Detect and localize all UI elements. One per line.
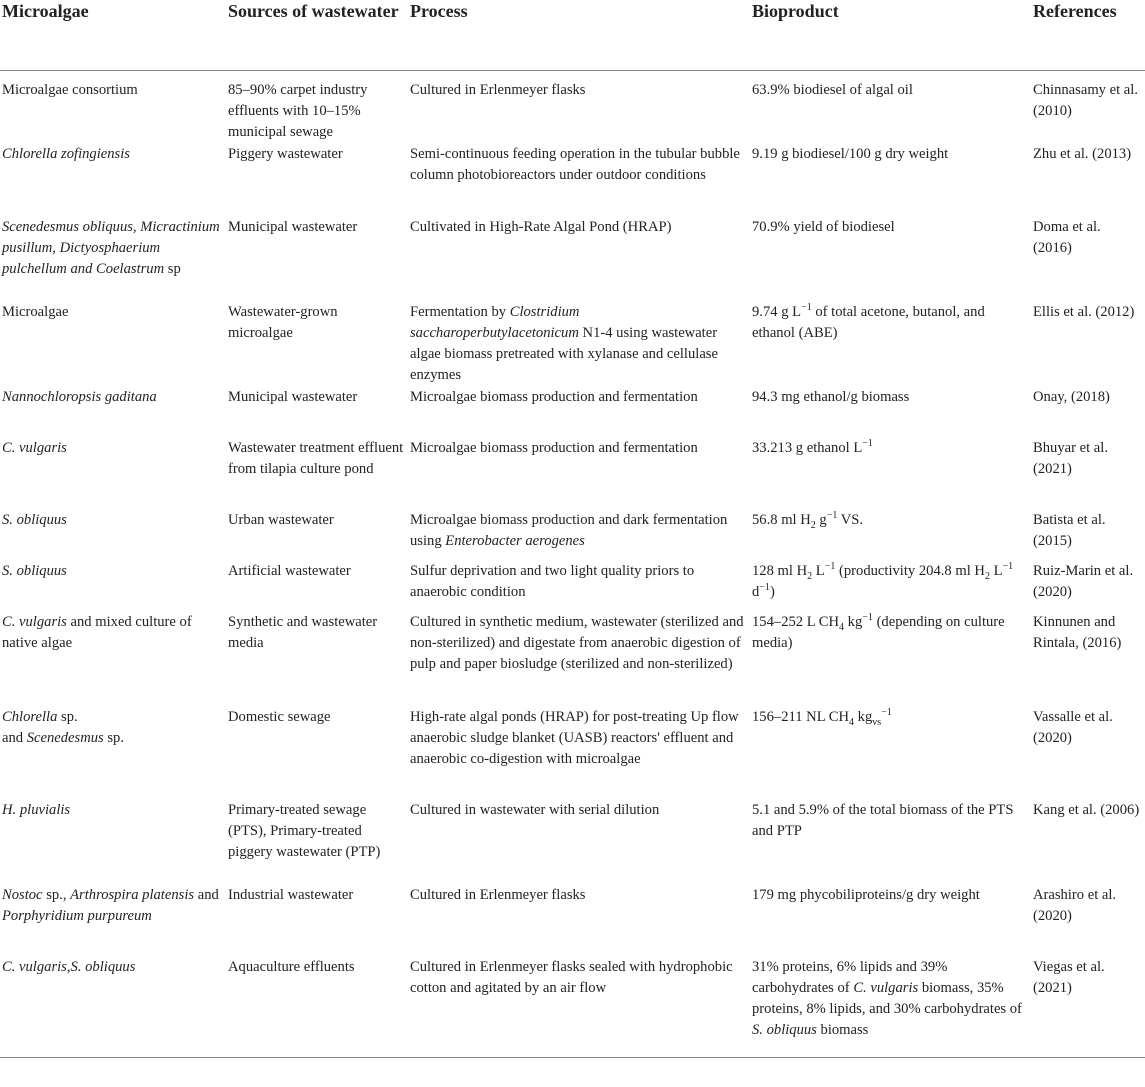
species-name: Scenedesmus [26,729,104,746]
species-name: Nostoc [2,886,43,903]
species-name: C. vulgaris [2,613,67,630]
cell-source: Synthetic and wastewater media [228,613,378,651]
table-row [0,437,1145,509]
cell-microalgae [0,437,226,509]
cell-microalgae [0,216,226,301]
table-row [0,799,1145,884]
cell-process: Semi-continuous feeding operation in the tubular bubble column photobioreactors under outdoor conditions [410,145,740,183]
superscript: −1 [759,581,770,593]
cell-bioproduct: 70.9% yield of biodiesel [752,218,895,235]
text-run: , [66,958,71,975]
cell-bioproduct: 63.9% biodiesel of algal oil [752,81,913,98]
cell-reference: Doma et al. (2016) [1033,218,1101,256]
cell-source: Artificial wastewater [228,562,351,579]
cell-source: Municipal wastewater [228,218,358,235]
cell-source: Industrial wastewater [228,886,354,903]
text-run: 156–211 NL CH [752,708,850,725]
species-name: S. obliquus [2,511,67,528]
superscript: −1 [801,301,812,313]
text-run: sp., [42,886,71,903]
cell-source: Domestic sewage [228,708,331,725]
cell-bioproduct [750,706,1031,799]
text-run: VS. [837,511,864,528]
cell-process: Cultivated in High-Rate Algal Pond (HRAP) [410,218,672,235]
species-name: Scenedesmus obliquus, Micractinium pusillum, Dictyosphaerium pulchellum and Coelastrum [2,218,220,277]
cell-process: Cultured in synthetic medium, wastewater (sterilized and non-sterilized) and digestate from anaerobic digestion of pulp and paper biosludge (sterilized and non-sterilized) [410,613,744,672]
cell-microalgae [0,560,226,611]
text-run: ) [769,583,775,600]
text-run: biomass [816,1021,869,1038]
text-run: kg [844,613,863,630]
subscript: 2 [810,519,816,531]
cell-reference: Arashiro et al. (2020) [1033,886,1117,924]
cell-reference: Batista et al. (2015) [1033,511,1106,549]
subscript: vs [872,716,882,728]
cell-bioproduct [750,301,1031,386]
cell-reference: Chinnasamy et al. (2010) [1033,81,1138,119]
superscript: −1 [1002,560,1014,572]
text-run: 128 ml H [752,562,808,579]
cell-reference: Ruiz-Marin et al. (2020) [1033,562,1134,600]
cell-reference: Ellis et al. (2012) [1033,303,1135,320]
cell-bioproduct [750,560,1031,611]
cell-source: 85–90% carpet industry effluents with 10–15% municipal sewage [228,81,368,140]
table-row [0,216,1145,301]
species-suffix: sp [164,260,181,277]
text-run: L [989,562,1003,579]
cell-source: Piggery wastewater [228,145,343,162]
cell-reference: Kang et al. (2006) [1033,801,1140,818]
text-run: biomass, 35% proteins, 8% lipids, and 30% carbohydrates of [752,979,1022,1017]
text-run: N1-4 using wastewater algae biomass pretreated with xylanase and cellulase enzymes [410,324,718,383]
species-name: Chlorella [2,708,58,725]
header-row [0,0,1145,70]
text-run: 31% proteins, 6% lipids and 39% carbohydrates of [752,958,948,996]
cell-reference: Onay, (2018) [1033,388,1110,405]
table-row [0,301,1145,386]
cell-microalgae [0,956,226,1058]
cell-process: Cultured in wastewater with serial dilution [410,801,660,818]
header-bioproduct: Bioproduct [750,0,1031,70]
cell-process: Microalgae biomass production and fermentation [410,388,698,405]
text-run: Microalgae biomass production and dark fermentation using [410,511,728,549]
cell-source: Wastewater-grown microalgae [228,303,338,341]
cell-bioproduct: 179 mg phycobiliproteins/g dry weight [752,886,980,903]
header-sources: Sources of wastewater [226,0,408,70]
superscript: −1 [826,509,838,521]
cell-microalgae [0,706,226,799]
cell-bioproduct [750,611,1031,706]
table-row [0,884,1145,956]
text-run: (productivity 204.8 ml H [835,562,985,579]
text-run: d [752,583,760,600]
text-run: g [815,511,827,528]
text-run: 56.8 ml H [752,511,811,528]
header-microalgae: Microalgae [0,0,226,70]
text-run: and [194,886,219,903]
species-name: S. obliquus [70,958,136,975]
cell-process: Cultured in Erlenmeyer flasks sealed with hydrophobic cotton and agitated by an air flow [408,956,750,1058]
superscript: −1 [862,437,873,449]
cell-source: Urban wastewater [228,511,334,528]
cell-source: Primary-treated sewage (PTS), Primary-treated piggery wastewater (PTP) [228,801,381,860]
text-run: L [812,562,825,579]
cell-source: Municipal wastewater [228,388,358,405]
cell-microalgae [0,143,226,216]
cell-reference: Kinnunen and Rintala, (2016) [1033,613,1122,651]
table-row [0,611,1145,706]
text-run: 33.213 g ethanol L [752,439,863,456]
species-name: Arthrospira platensis [70,886,195,903]
text-run: 154–252 L CH [752,613,840,630]
text-run: Fermentation by [410,303,510,320]
cell-reference: Vassalle et al. (2020) [1033,708,1113,746]
species-name: Porphyridium purpureum [2,907,152,924]
cell-bioproduct: 9.19 g biodiesel/100 g dry weight [752,145,949,162]
table-row [0,560,1145,611]
subscript: 4 [839,621,845,633]
cell-microalgae: Microalgae [2,303,69,320]
cell-microalgae [0,799,226,884]
table-row [0,509,1145,560]
text-run: sp. [103,729,125,746]
cell-microalgae: Microalgae consortium [2,81,138,98]
text-run: sp. [57,708,78,725]
cell-reference: Zhu et al. (2013) [1033,145,1132,162]
species-name: S. obliquus [752,1021,817,1038]
subscript: 4 [849,716,855,728]
cell-process: Cultured in Erlenmeyer flasks [410,81,586,98]
species-name: C. vulgaris [853,979,919,996]
species-name: C. vulgaris [2,439,67,456]
cell-process: Microalgae biomass production and fermentation [410,439,698,456]
cell-process: Sulfur deprivation and two light quality priors to anaerobic condition [410,562,695,600]
text-run: of total acetone, butanol, and ethanol (ABE) [752,303,985,341]
species-name: C. vulgaris [2,958,67,975]
subscript: 2 [984,570,990,582]
cell-microalgae [0,509,226,560]
text-run: and [2,729,27,746]
cell-process: High-rate algal ponds (HRAP) for post-treating Up flow anaerobic sludge blanket (UASB) reactors' effluent and anaerobic co-digestion with microalgae [410,708,739,767]
table-row [0,706,1145,799]
cell-process: Cultured in Erlenmeyer flasks [410,886,586,903]
cell-microalgae [0,386,226,437]
cell-bioproduct [750,437,1031,509]
text-run: 9.74 g L [752,303,802,320]
table-row [0,956,1145,1058]
species-name: S. obliquus [2,562,67,579]
cell-process [408,301,750,386]
cell-bioproduct: 5.1 and 5.9% of the total biomass of the PTS and PTP [752,801,1014,839]
superscript: −1 [862,611,873,623]
cell-microalgae [0,611,226,706]
text-run: and mixed culture of native algae [2,613,192,651]
table-row [0,386,1145,437]
cell-bioproduct [750,509,1031,560]
table-row [0,70,1145,143]
cell-process [408,509,750,560]
table-row [0,143,1145,216]
superscript: −1 [824,560,836,572]
cell-bioproduct: 94.3 mg ethanol/g biomass [752,388,910,405]
cell-bioproduct [750,956,1031,1058]
species-name: Nannochloropsis gaditana [2,388,157,405]
cell-source: Aquaculture effluents [226,956,408,1058]
header-process: Process [408,0,750,70]
superscript: −1 [881,706,892,718]
cell-microalgae [0,884,226,956]
cell-reference: Viegas et al. (2021) [1031,956,1145,1058]
cell-reference: Bhuyar et al. (2021) [1033,439,1108,477]
species-name: Clostridium saccharoperbutylacetonicum [410,303,580,341]
species-name: H. pluvialis [2,801,71,818]
cell-source: Wastewater treatment effluent from tilapia culture pond [228,439,404,477]
subscript: 2 [807,570,813,582]
text-run: (depending on culture media) [752,613,1005,651]
text-run: kg [854,708,873,725]
header-references: References [1031,0,1145,70]
species-name: Chlorella zofingiensis [2,145,130,162]
species-name: Enterobacter aerogenes [445,532,585,549]
